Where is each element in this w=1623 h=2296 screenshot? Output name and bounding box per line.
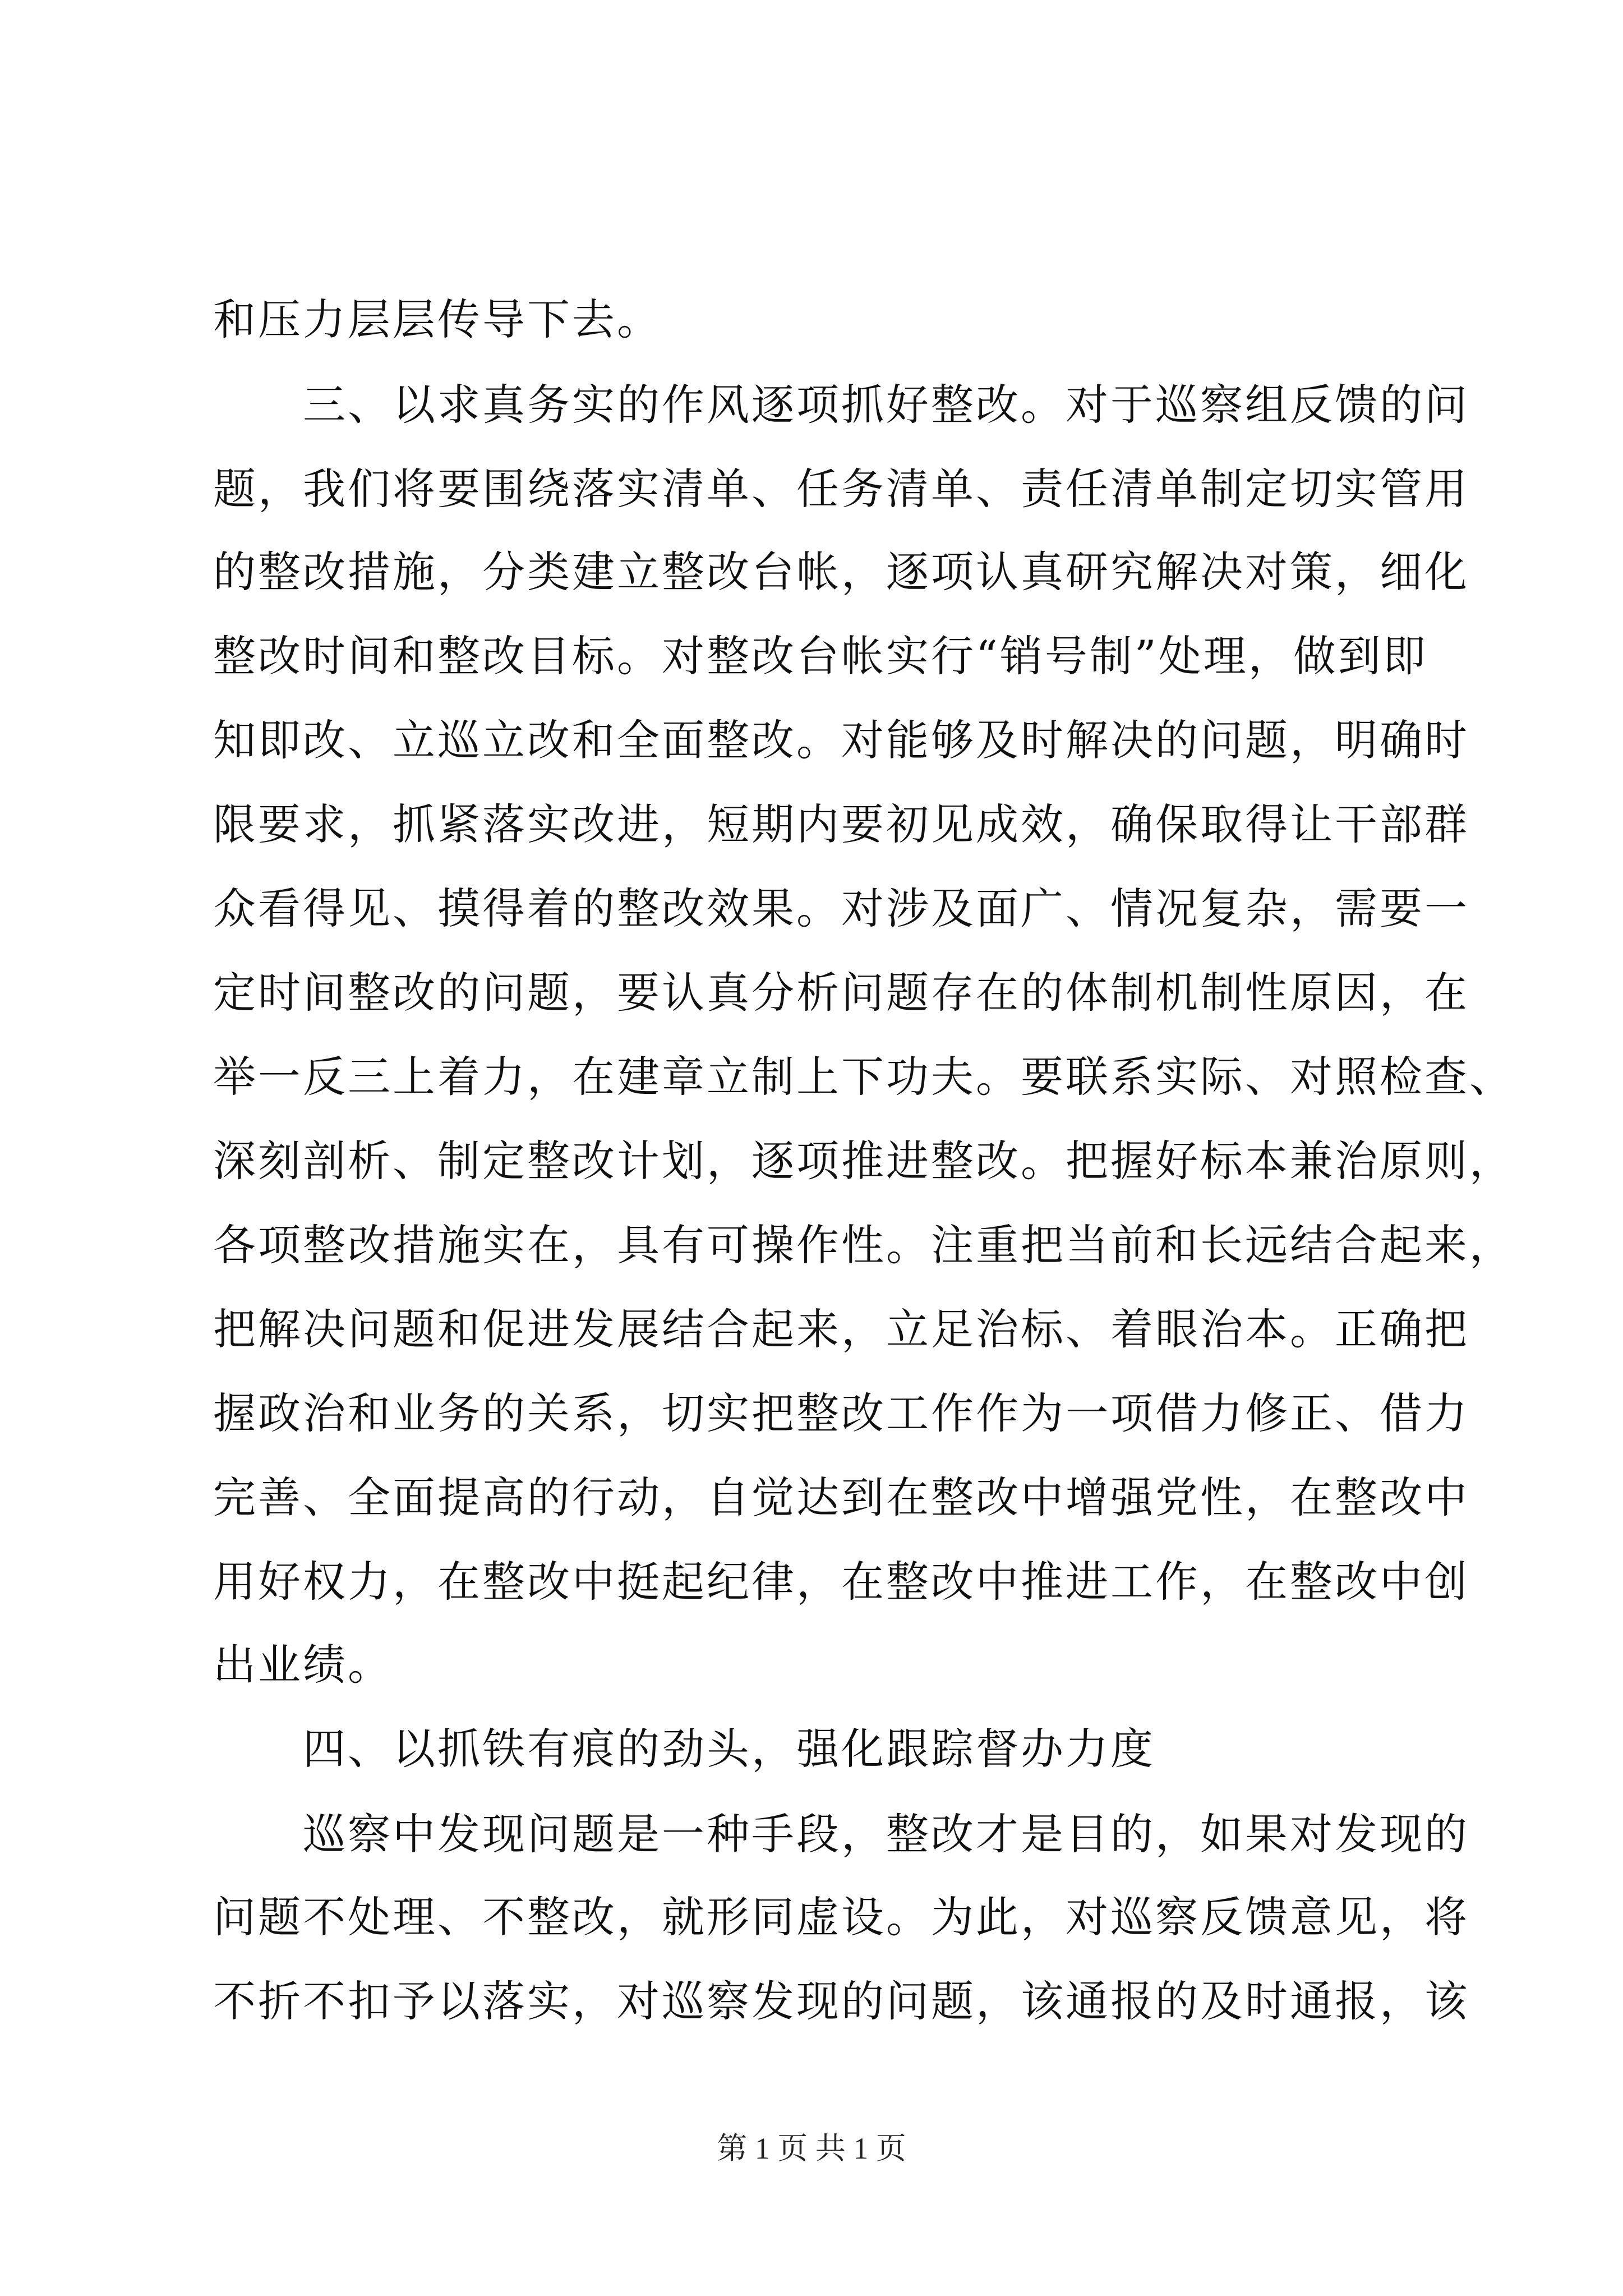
- text-line: 巡察中发现问题是一种手段，整改才是目的，如果对发现的: [303, 1809, 1469, 1859]
- text-line: 知即改、立巡立改和全面整改。对能够及时解决的问题，明确时: [213, 715, 1469, 765]
- text-line: 题，我们将要围绕落实清单、任务清单、责任清单制定切实管用: [213, 464, 1469, 514]
- page-footer: 第 1 页 共 1 页: [717, 2132, 906, 2165]
- text-line: 的整改措施，分类建立整改台帐，逐项认真研究解决对策，细化: [213, 547, 1469, 597]
- text-line: 定时间整改的问题，要认真分析问题存在的体制机制性原因，在: [213, 968, 1469, 1018]
- text-line: 各项整改措施实在，具有可操作性。注重把当前和长远结合起来，: [213, 1220, 1514, 1270]
- text-line: 把解决问题和促进发展结合起来，立足治标、着眼治本。正确把: [213, 1304, 1469, 1354]
- text-line: 深刻剖析、制定整改计划，逐项推进整改。把握好标本兼治原则，: [213, 1136, 1514, 1186]
- text-line: 握政治和业务的关系，切实把整改工作作为一项借力修正、借力: [213, 1388, 1469, 1438]
- text-line: 整改时间和整改目标。对整改台帐实行“销号制”处理，做到即: [213, 631, 1428, 681]
- text-line: 举一反三上着力，在建章立制上下功夫。要联系实际、对照检查、: [213, 1052, 1514, 1102]
- text-line: 出业绩。: [213, 1640, 393, 1690]
- text-line: 和压力层层传导下去。: [213, 295, 662, 344]
- section-heading-line: 四、以抓铁有痕的劲头，强化跟踪督办力度: [303, 1724, 1155, 1774]
- text-line: 众看得见、摸得着的整改效果。对涉及面广、情况复杂，需要一: [213, 884, 1469, 933]
- text-line: 限要求，抓紧落实改进，短期内要初见成效，确保取得让干部群: [213, 799, 1469, 849]
- section-heading-line: 三、以求真务实的作风逐项抓好整改。对于巡察组反馈的问: [303, 380, 1469, 430]
- text-line: 问题不处理、不整改，就形同虚设。为此，对巡察反馈意见，将: [213, 1892, 1469, 1942]
- text-line: 不折不扣予以落实，对巡察发现的问题，该通报的及时通报，该: [213, 1976, 1469, 2026]
- text-line: 完善、全面提高的行动，自觉达到在整改中增强党性，在整改中: [213, 1473, 1469, 1522]
- text-line: 用好权力，在整改中挺起纪律，在整改中推进工作，在整改中创: [213, 1557, 1469, 1607]
